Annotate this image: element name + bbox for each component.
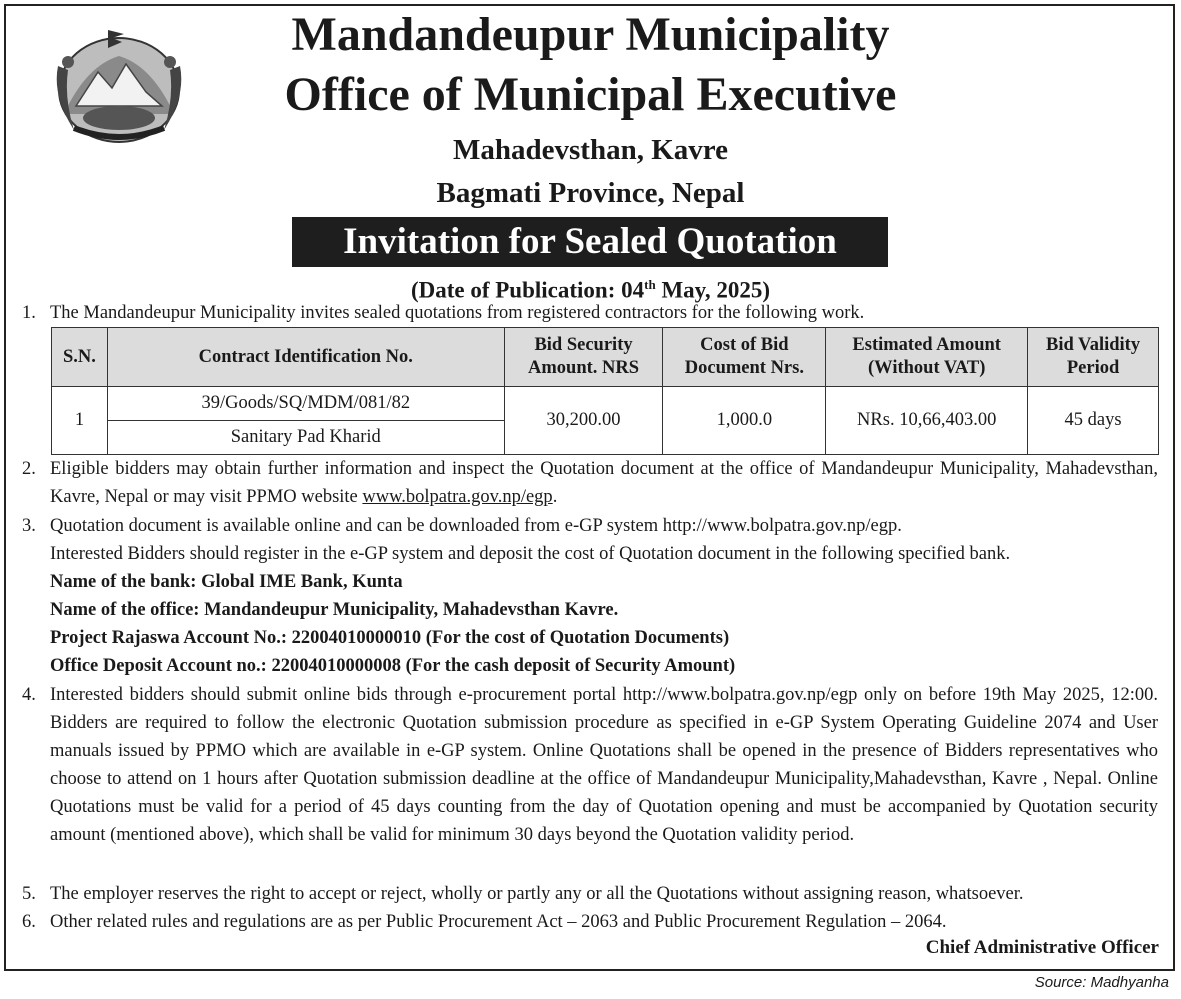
header-contract: Contract Identification No.: [107, 328, 504, 387]
publication-date: (Date of Publication: 04th May, 2025): [410, 277, 771, 303]
cell-validity: 45 days: [1028, 387, 1159, 455]
bid-table: [51, 327, 1159, 455]
table-header-row: [52, 328, 1159, 387]
notice-title-banner: Invitation for Sealed Quotation: [292, 217, 888, 267]
header-cost: Cost of Bid Document Nrs.: [663, 328, 826, 387]
header-security: Bid Security Amount. NRS: [504, 328, 663, 387]
signature-title: Chief Administrative Officer: [925, 937, 1159, 958]
cell-security: 30,200.00: [504, 387, 663, 455]
clause-3-line-1: Quotation document is available online and can be downloaded from e-GP system http://www.bolpatra.gov.np/egp.: [50, 516, 902, 536]
table-row: [52, 387, 1159, 421]
cell-contract-id: 39/Goods/SQ/MDM/081/82: [107, 387, 504, 421]
header-validity: Bid Validity Period: [1028, 328, 1159, 387]
project-account: Project Rajaswa Account No.: 22004010000010 (For the cost of Quotation Documents): [50, 628, 730, 648]
cell-estimate: NRs. 10,66,403.00: [826, 387, 1028, 455]
cell-sn: 1: [52, 387, 108, 455]
office-name: Name of the office: Mandandeupur Municipality, Mahadevsthan Kavre.: [50, 600, 619, 620]
province-line: Bagmati Province, Nepal: [436, 177, 745, 209]
ppmo-website-link[interactable]: www.bolpatra.gov.np/egp: [362, 487, 553, 507]
clause-3-line-2: Interested Bidders should register in the e-GP system and deposit the cost of Quotation document in the following specified bank.: [50, 544, 1011, 564]
header-estimate: Estimated Amount (Without VAT): [826, 328, 1028, 387]
bank-name: Name of the bank: Global IME Bank, Kunta: [50, 572, 403, 592]
header-sn: S.N.: [52, 328, 108, 387]
deposit-account: Office Deposit Account no.: 22004010000008 (For the cash deposit of Security Amount): [50, 656, 736, 676]
location-line: Mahadevsthan, Kavre: [453, 134, 728, 166]
cell-cost: 1,000.0: [663, 387, 826, 455]
source-credit: Source: Madhyanha: [1034, 974, 1169, 991]
cell-contract-name: Sanitary Pad Kharid: [107, 421, 504, 455]
municipality-title: Mandandeupur Municipality: [291, 8, 890, 61]
office-title: Office of Municipal Executive: [284, 68, 897, 121]
